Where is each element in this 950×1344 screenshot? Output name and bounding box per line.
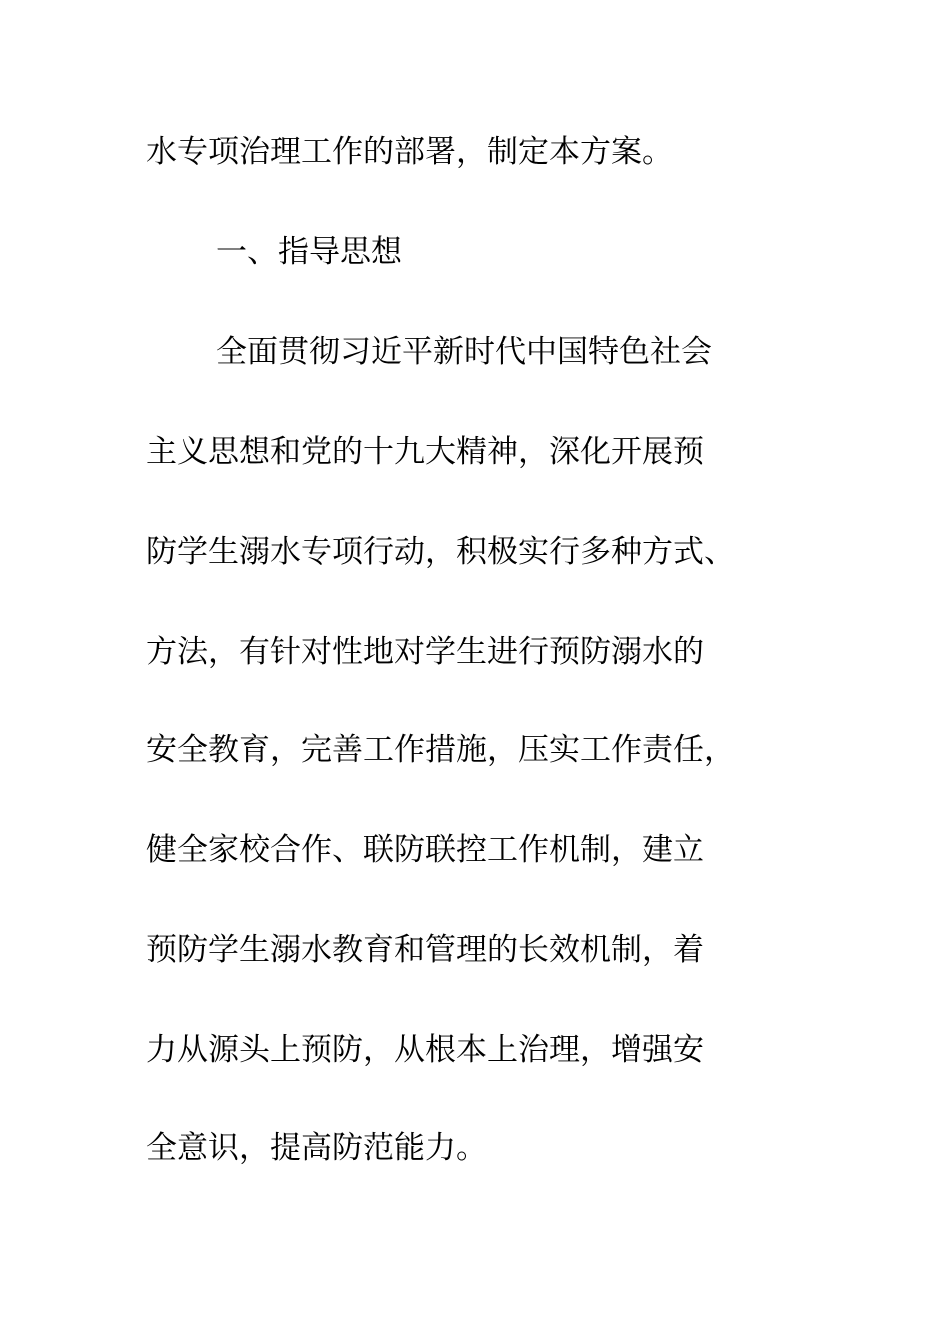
text-line: 防学生溺水专项行动，积极实行多种方式、 bbox=[146, 534, 735, 570]
text-line: 健全家校合作、联防联控工作机制，建立 bbox=[146, 832, 704, 868]
text-line: 水专项治理工作的部署，制定本方案。 bbox=[146, 134, 673, 170]
text-line: 方法，有针对性地对学生进行预防溺水的 bbox=[146, 634, 704, 670]
text-line: 全意识，提高防范能力。 bbox=[146, 1130, 487, 1166]
text-line: 安全教育，完善工作措施，压实工作责任， bbox=[146, 732, 735, 768]
text-line: 主义思想和党的十九大精神，深化开展预 bbox=[146, 434, 704, 470]
text-line: 力从源头上预防，从根本上治理，增强安 bbox=[146, 1032, 704, 1068]
text-line: 预防学生溺水教育和管理的长效机制，着 bbox=[146, 932, 704, 968]
text-line: 全面贯彻习近平新时代中国特色社会 bbox=[216, 334, 712, 370]
section-heading: 一、指导思想 bbox=[216, 234, 402, 270]
